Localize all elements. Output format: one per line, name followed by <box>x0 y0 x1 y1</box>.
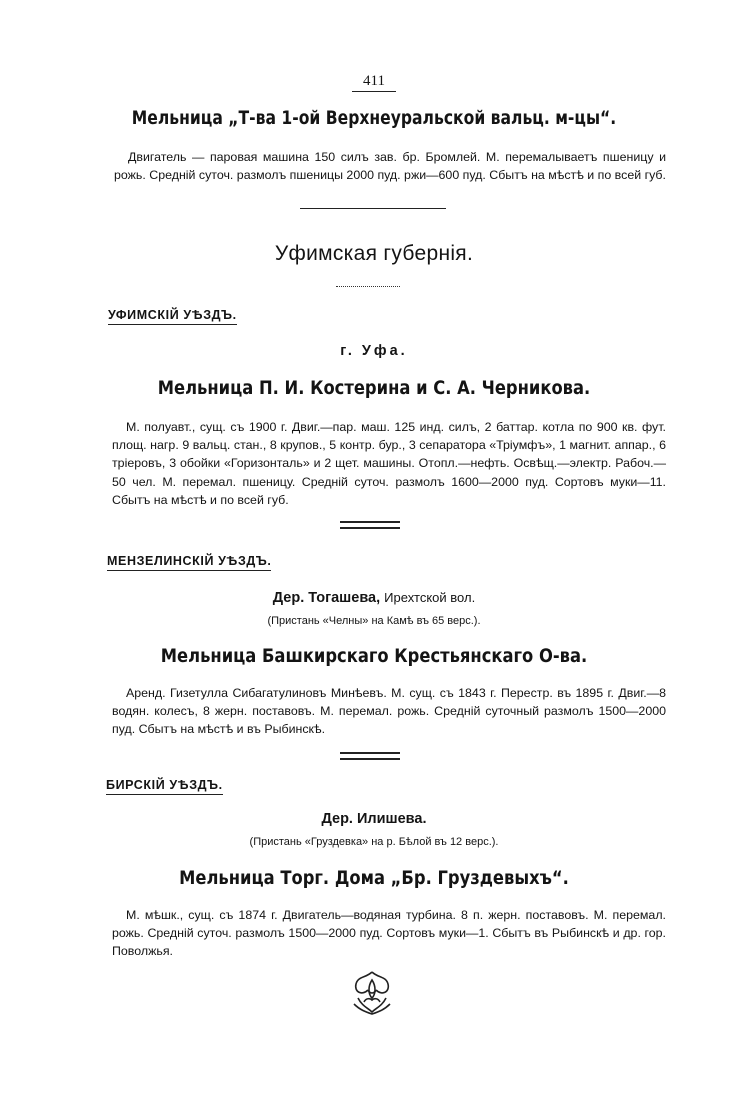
place-heading-ilisheva: Дер. Илишева. <box>321 811 427 827</box>
place-heading-togasheva <box>100 589 648 607</box>
mill-title-kosterin: Мельница П. И. Костерина и С. А. Черникова. <box>157 377 591 399</box>
village-name: Дер. Тогашева, <box>272 590 381 606</box>
mill-description-bashkir: Аренд. Гизетулла Сибагатулиновъ Минѣевъ. М. сущ. съ 1843 г. Перестр. въ 1895 г. Двиг.—8 водян. колесъ, 8 жерн. поставовъ. М. перемал. рожь. Средній суточный размолъ 1500—2000 пуд. Сбытъ на мѣстѣ и въ Рыбинскѣ. <box>112 686 666 737</box>
page-number: 411 <box>352 72 396 92</box>
district-heading-ufa: УФИМСКІЙ УѢЗДЪ. <box>108 307 237 325</box>
district-heading-birsk: БИРСКІЙ УѢЗДЪ. <box>106 777 223 795</box>
section-divider <box>300 208 446 209</box>
province-divider <box>336 286 400 287</box>
district-heading-menzelinsk: МЕНЗЕЛИНСКІЙ УѢЗДЪ. <box>107 553 271 571</box>
double-divider <box>340 521 400 529</box>
mill-description-kosterin: М. полуавт., сущ. съ 1900 г. Двиг.—пар. маш. 125 инд. силъ, 2 баттар. котла по 900 кв. фут. площ. нагр. 9 вальц. стан., 8 крупов., 5 контр. бур., 3 сепаратора «Тріумфъ», 1 магнит. аппар., 6 тріеровъ, 3 обойки «Горизонталь» и 2 щет. машины. Отопл.—нефть. Освѣщ.—электр. Рабоч.—50 чел. М. перемал. пшеницу. Средній суточ. размолъ 1600—2000 пуд. Сортовъ муки—11. Сбытъ на мѣстѣ и по всей губ. <box>112 420 666 507</box>
mill-title-gruzdev: Мельница Торг. Дома „Бр. Груздевыхъ“. <box>179 867 569 889</box>
mill-title-bashkir: Мельница Башкирскаго Крестьянскаго О-ва. <box>160 645 588 667</box>
double-divider <box>340 752 400 760</box>
province-heading: Уфимская губернія. <box>274 242 474 265</box>
mill-description-verkhneuralsk: Двигатель — паровая машина 150 силъ зав. бр. Бромлей. М. перемалываетъ пшеницу и рожь. Средній суточ. размолъ пшеницы 2000 пуд. ржи—600 пуд. Сбытъ на мѣстѣ и по всей губ. <box>114 150 666 183</box>
mill-title-verkhneuralsk: Мельница „Т-ва 1-ой Верхнеуральской вальц. м-цы“. <box>131 107 617 129</box>
mill-description-gruzdev: М. мѣшк., сущ. съ 1874 г. Двигатель—водяная турбина. 8 п. жерн. поставовъ. М. перемал. рожь. Средній суточ. размолъ 1500—2000 пуд. Сортовъ муки—1. Сбытъ въ Рыбинскѣ и др. гор. Поволжья. <box>112 908 666 959</box>
wharf-note-gruzdevka: (Пристань «Груздевка» на р. Бѣлой въ 12 верс.). <box>249 836 499 848</box>
place-heading-ufa: г. Уфа. <box>340 343 408 359</box>
volost-name: Ирехтской вол. <box>384 590 476 605</box>
art-nouveau-vignette-icon <box>348 968 396 1016</box>
wharf-note-chelny: (Пристань «Челны» на Камѣ въ 65 верс.). <box>267 615 481 627</box>
